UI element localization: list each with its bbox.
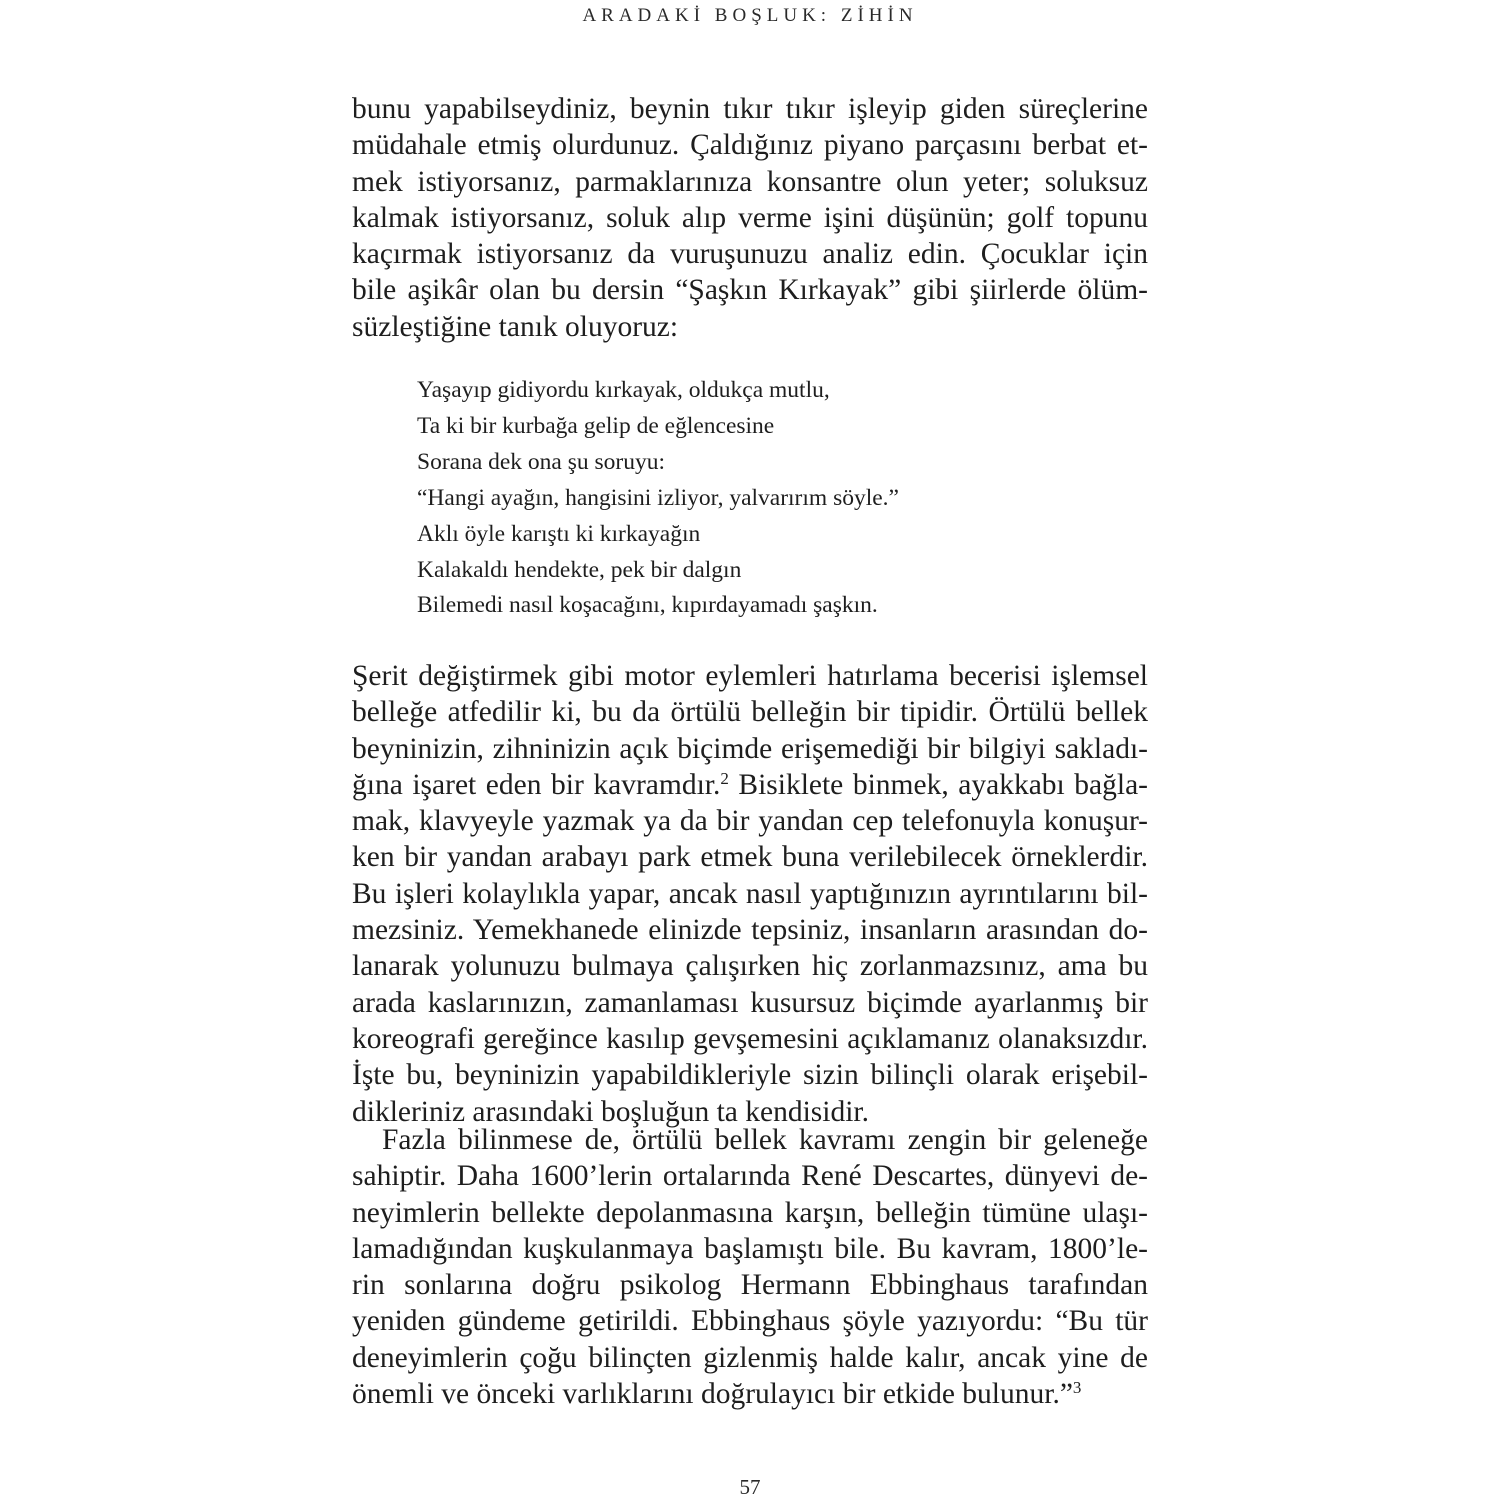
poem (417, 373, 1117, 624)
poem-line: Yaşayıp gidiyordu kırkayak, oldukça mutlu, (417, 377, 830, 403)
text-line: bile aşikâr olan bu dersin “Şaşkın Kırkayak” gibi şiirlerde ölüm- (352, 274, 1148, 307)
paragraph-3 (352, 1122, 1148, 1412)
text-line: bunu yapabilseydiniz, beynin tıkır tıkır işleyip giden süreçlerine (352, 93, 1148, 125)
text-line: İşte bu, beyninizin yapabildikleriyle sizin bilinçli olarak erişebil- (352, 1059, 1148, 1092)
page-number: 57 (739, 1475, 761, 1499)
text-line: süzleştiğine tanık oluyoruz: (352, 310, 679, 343)
paragraph-1 (352, 91, 1148, 345)
running-head: ARADAKİ BOŞLUK: ZİHİN (582, 5, 918, 26)
footnote-ref: 2 (720, 768, 729, 788)
text-line: belleğe atfedilir ki, bu da örtülü belleğin bir tipidir. Örtülü bellek (352, 696, 1148, 729)
poem-line: Aklı öyle karıştı ki kırkayağın (417, 520, 701, 547)
text-line: deneyimlerin çoğu bilinçten gizlenmiş halde kalır, ancak yine de (352, 1341, 1148, 1374)
text-line-with-footnote (352, 767, 1148, 803)
text-line: kaçırmak istiyorsanız da vuruşunuzu analiz edin. Çocuklar için (352, 238, 1148, 271)
text-line: Şerit değiştirmek gibi motor eylemleri hatırlama becerisi işlemsel (352, 660, 1148, 692)
text-line: mak, klavyeyle yazmak ya da bir yandan cep telefonuyla konuşur- (352, 805, 1148, 838)
footnote-ref: 3 (1072, 1378, 1082, 1398)
text-line: lamadığından kuşkulanmaya başlamıştı bile. Bu kavram, 1800’le- (352, 1232, 1148, 1265)
poem-line: Ta ki bir kurbağa gelip de eğlencesine (417, 412, 775, 439)
poem-line: “Hangi ayağın, hangisini izliyor, yalvarırım söyle.” (417, 484, 899, 511)
text-line: kalmak istiyorsanız, soluk alıp verme işini düşünün; golf topunu (352, 201, 1148, 234)
text-line: Bu işleri kolaylıkla yapar, ancak nasıl yaptığınızın ayrıntılarını bil- (352, 877, 1148, 910)
text-line: mezsiniz. Yemekhanede elinizde tepsiniz, insanların arasından do- (352, 914, 1148, 947)
poem-line: Sorana dek ona şu soruyu: (417, 448, 666, 475)
text-line: neyimlerin bellekte depolanmasına karşın, belleğin tümüne ulaşı- (352, 1196, 1148, 1229)
text-line: beyninizin, zihninizin açık biçimde erişemediği bir bilgiyi sakladı- (352, 732, 1148, 765)
text-line: müdahale etmiş olurdunuz. Çaldığınız piyano parçasını berbat et- (352, 129, 1148, 162)
text-line: sahiptir. Daha 1600’lerin ortalarında René Descartes, dünyevi de- (352, 1160, 1148, 1193)
text-segment: ğına işaret eden bir kavramdır. (352, 768, 721, 801)
text-line: koreografi gereğince kasılıp gevşemesini açıklamanız olanaksızdır. (352, 1022, 1148, 1055)
text-line: ken bir yandan arabayı park etmek buna verilebilecek örneklerdir. (352, 841, 1148, 874)
text-segment: önemli ve önceki varlıklarını doğrulayıcı bir etkide bulunur.” (352, 1378, 1073, 1411)
text-line: Fazla bilinmese de, örtülü bellek kavramı zengin bir geleneğe (382, 1124, 1148, 1156)
text-line: dikleriniz arasındaki boşluğun ta kendisidir. (352, 1095, 869, 1128)
poem-line: Kalakaldı hendekte, pek bir dalgın (417, 556, 742, 583)
text-line: rin sonlarına doğru psikolog Hermann Ebbinghaus tarafından (352, 1269, 1148, 1302)
text-line: arada kaslarınızın, zamanlaması kusursuz biçimde ayarlanmış bir (352, 986, 1148, 1019)
paragraph-2 (352, 658, 1148, 1130)
text-line: lanarak yolunuzu bulmaya çalışırken hiç zorlanmazsınız, ama bu (352, 950, 1148, 983)
text-segment: Bisiklete binmek, ayakkabı bağla- (728, 768, 1148, 801)
text-line-with-footnote (352, 1376, 1148, 1412)
poem-line: Bilemedi nasıl koşacağını, kıpırdayamadı şaşkın. (417, 592, 878, 619)
text-line: mek istiyorsanız, parmaklarınıza konsantre olun yeter; soluksuz (352, 165, 1148, 198)
text-line: yeniden gündeme getirildi. Ebbinghaus şöyle yazıyordu: “Bu tür (352, 1305, 1148, 1338)
